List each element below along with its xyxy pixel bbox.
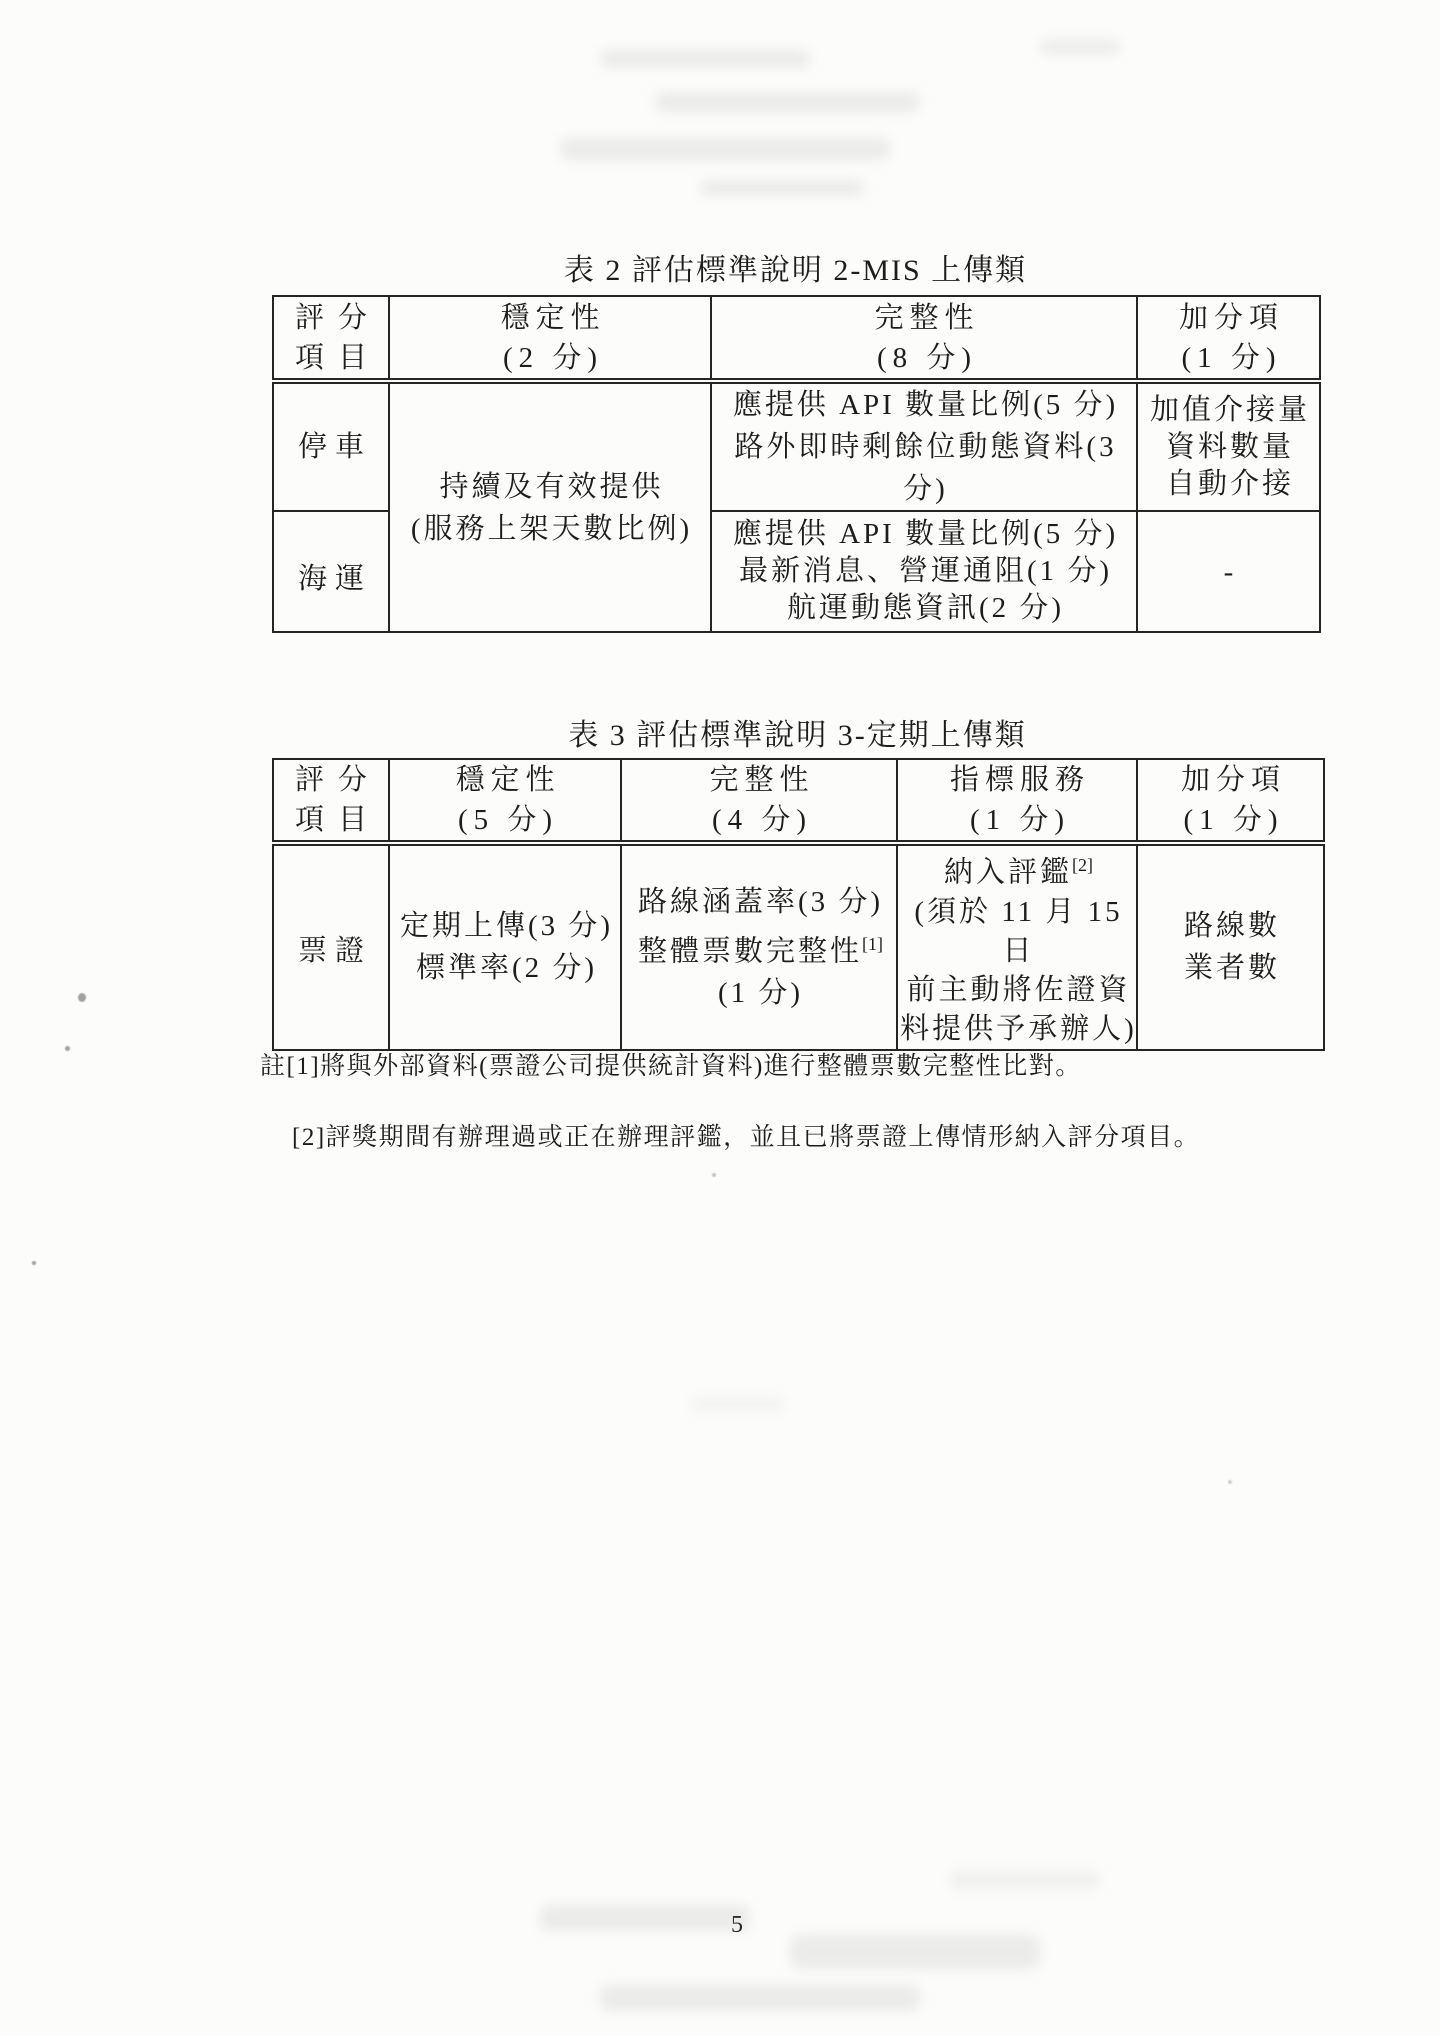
t3-completeness-text: 整體票數完整性 (638, 935, 863, 968)
page-number: 5 (731, 1912, 743, 1938)
t2-row-marine-label: 海運 (273, 511, 389, 632)
scan-speck (78, 993, 86, 1002)
scan-smudge (1040, 40, 1120, 54)
scan-smudge (700, 180, 865, 196)
t2-header-score-item: 評分 項目 (273, 296, 389, 381)
t3-indicator-text: 納入評鑑 (944, 856, 1073, 889)
t2-cell-parking-completeness: 應提供 API 數量比例(5 分) 路外即時剩餘位動態資料(3 分) (711, 381, 1137, 511)
t3-cell-indicator-service: 納入評鑑[2] (須於 11 月 15 日 前主動將佐證資 料提供予承辦人) (897, 843, 1137, 1050)
t2-header-stability: 穩定性 (2 分) (389, 296, 711, 381)
t3-cell-completeness: 路線涵蓋率(3 分) 整體票數完整性[1] (1 分) (621, 843, 897, 1050)
scan-smudge (790, 1935, 1040, 1969)
footnote-1-ref: [1] (862, 933, 883, 954)
evaluation-table-2-mis-upload (272, 295, 1321, 633)
t3-header-completeness: 完整性 (4 分) (621, 759, 897, 843)
t3-cell-bonus: 路線數 業者數 (1137, 843, 1324, 1050)
t2-cell-parking-bonus: 加值介接量 資料數量 自動介接 (1137, 381, 1320, 511)
footnote-2: [2]評獎期間有辦理過或正在辦理評鑑，並且已將票證上傳情形納入評分項目。 (292, 1124, 1201, 1151)
t2-header-completeness: 完整性 (8 分) (711, 296, 1137, 381)
scan-smudge (950, 1870, 1100, 1890)
scan-speck (1228, 1480, 1232, 1484)
scan-smudge (690, 1398, 785, 1411)
t3-row-ticket-label: 票證 (273, 843, 389, 1050)
t2-cell-marine-bonus: - (1137, 511, 1320, 632)
t3-header-indicator-service: 指標服務 (1 分) (897, 759, 1137, 843)
footnote-2-ref: [2] (1072, 855, 1093, 875)
scan-smudge (655, 92, 920, 112)
t3-header-bonus: 加分項 (1 分) (1137, 759, 1324, 843)
t3-cell-stability: 定期上傳(3 分) 標準率(2 分) (389, 843, 621, 1050)
table3-title: 表 3 評估標準說明 3-定期上傳類 (568, 719, 1027, 752)
footnote-1: 註[1]將與外部資料(票證公司提供統計資料)進行整體票數完整性比對。 (260, 1053, 1082, 1080)
scan-smudge (560, 138, 890, 160)
t2-header-bonus: 加分項 (1 分) (1137, 296, 1320, 381)
t2-row-parking-label: 停車 (273, 381, 389, 511)
t2-cell-marine-completeness: 應提供 API 數量比例(5 分) 最新消息、營運通阻(1 分) 航運動態資訊(2 分) (711, 511, 1137, 632)
table2-title: 表 2 評估標準說明 2-MIS 上傳類 (563, 254, 1028, 287)
scan-smudge (600, 1985, 920, 2011)
scan-speck (712, 1173, 716, 1177)
evaluation-table-3-periodic-upload (272, 758, 1325, 1051)
t3-header-stability: 穩定性 (5 分) (389, 759, 621, 843)
t3-header-score-item: 評分 項目 (273, 759, 389, 843)
scan-smudge (600, 50, 810, 68)
scan-speck (32, 1261, 36, 1265)
t2-cell-stability-merged: 持續及有效提供 (服務上架天數比例) (389, 381, 711, 632)
scan-smudge (540, 1905, 750, 1931)
scan-speck (65, 1046, 70, 1051)
